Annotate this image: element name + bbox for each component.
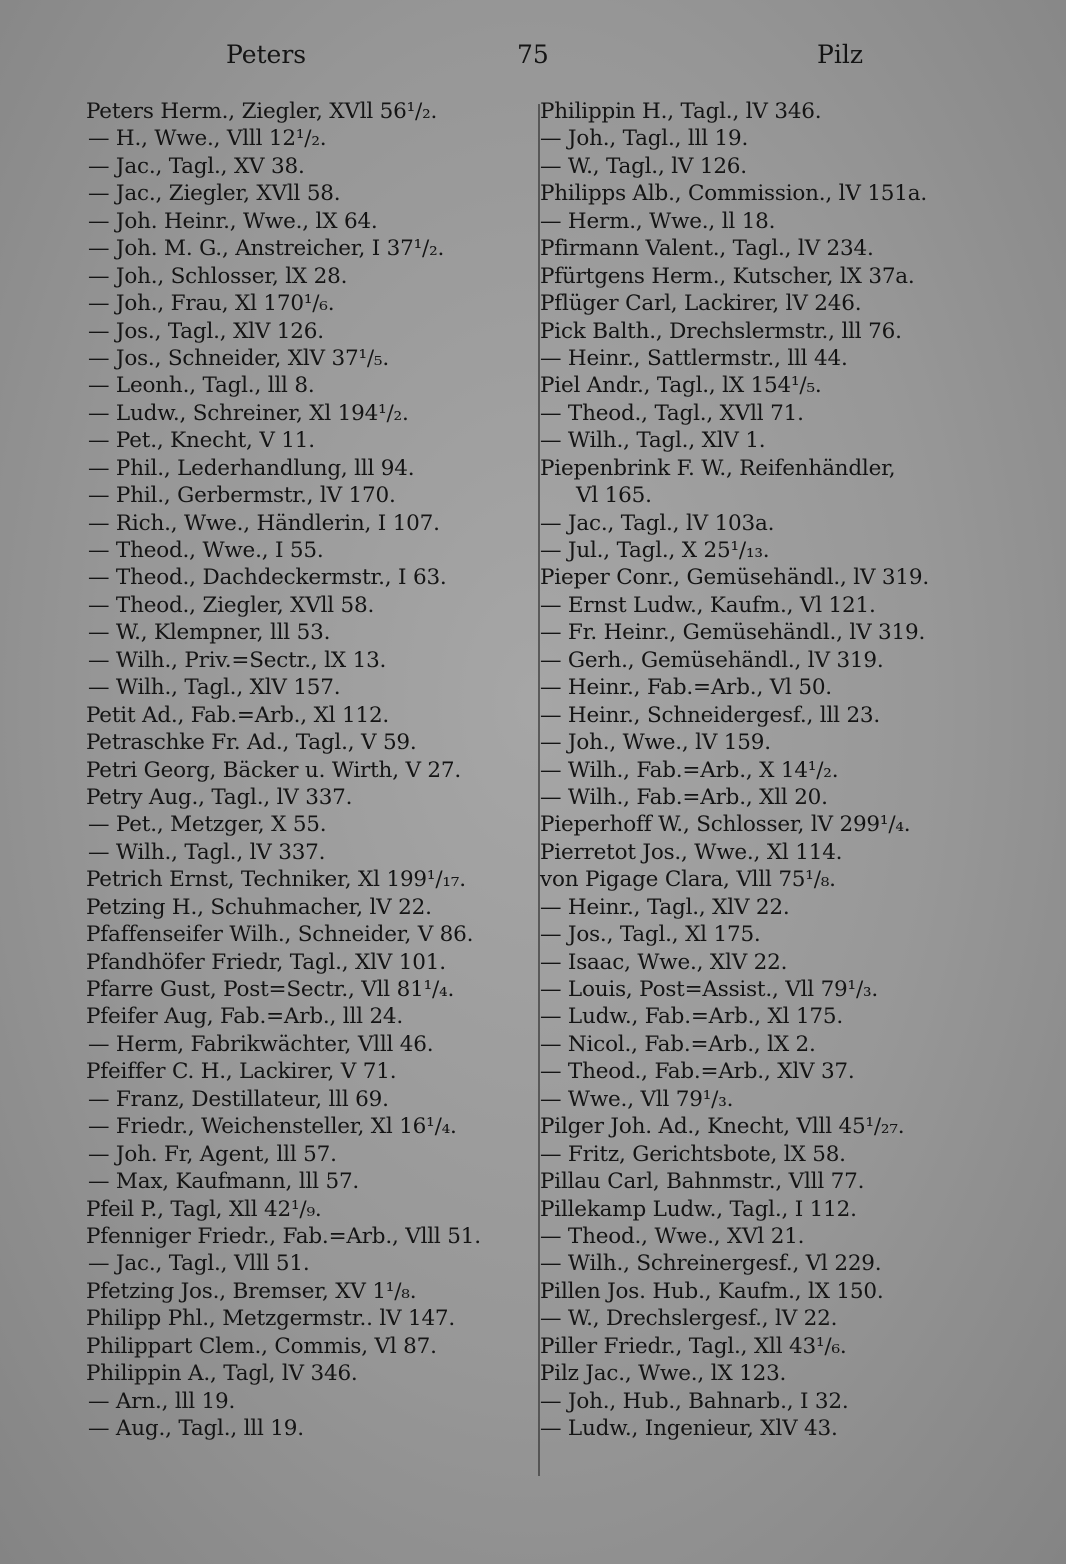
- directory-entry: — Ludw., Fab.=Arb., Xl 175.: [540, 1004, 844, 1030]
- directory-entry: — Jos., Tagl., Xl 175.: [540, 922, 761, 948]
- directory-entry: Philippin H., Tagl., lV 346.: [540, 99, 822, 124]
- directory-entry: — Wwe., Vll 79¹/₃.: [540, 1086, 734, 1112]
- directory-entry: — W., Drechslergesf., lV 22.: [540, 1306, 838, 1332]
- directory-entry: Piepenbrink F. W., Reifenhändler,: [540, 455, 896, 481]
- directory-entry: — Wilh., Tagl., XlV 1.: [540, 428, 766, 454]
- directory-entry: Philippart Clem., Commis, Vl 87.: [86, 1333, 437, 1359]
- directory-entry: — Joh. Heinr., Wwe., lX 64.: [88, 208, 378, 234]
- directory-entry: — Gerh., Gemüsehändl., lV 319.: [540, 647, 884, 673]
- directory-entry: Philipp Phl., Metzgermstr.. lV 147.: [86, 1306, 456, 1332]
- directory-entry: — Jac., Ziegler, XVll 58.: [88, 181, 341, 207]
- directory-entry: — Heinr., Fab.=Arb., Vl 50.: [540, 675, 832, 701]
- directory-entry: — Theod., Wwe., I 55.: [88, 538, 324, 563]
- directory-entry: — Wilh., Schreinergesf., Vl 229.: [540, 1251, 882, 1277]
- directory-entry: — Isaac, Wwe., XlV 22.: [540, 949, 788, 975]
- directory-entry: — Rich., Wwe., Händlerin, I 107.: [88, 510, 440, 536]
- directory-entry: — Fritz, Gerichtsbote, lX 58.: [540, 1141, 846, 1167]
- right-column: [540, 98, 1010, 1442]
- directory-entry: Petraschke Fr. Ad., Tagl., V 59.: [86, 730, 417, 756]
- directory-entry: Pfeiffer C. H., Lackirer, V 71.: [86, 1059, 397, 1085]
- directory-entry: Pillau Carl, Bahnmstr., Vlll 77.: [540, 1169, 865, 1195]
- directory-entry: Piller Friedr., Tagl., Xll 43¹/₆.: [540, 1333, 847, 1359]
- directory-entry: Petry Aug., Tagl., lV 337.: [86, 784, 353, 810]
- directory-entry: — Arn., lll 19.: [88, 1388, 236, 1414]
- directory-entry: — Wilh., Tagl., lV 337.: [88, 839, 326, 865]
- directory-entry: Petri Georg, Bäcker u. Wirth, V 27.: [86, 757, 462, 783]
- directory-entry: Pfenniger Friedr., Fab.=Arb., Vlll 51.: [86, 1223, 481, 1249]
- directory-entry: Pieperhoff W., Schlosser, lV 299¹/₄.: [540, 812, 911, 838]
- directory-entry: — Herm, Fabrikwächter, Vlll 46.: [88, 1031, 434, 1057]
- directory-entry: — Max, Kaufmann, lll 57.: [88, 1169, 360, 1195]
- directory-entry: Peters Herm., Ziegler, XVll 56¹/₂.: [86, 99, 438, 124]
- directory-entry: Pfandhöfer Friedr, Tagl., XlV 101.: [86, 949, 446, 975]
- directory-entry: Pillekamp Ludw., Tagl., I 112.: [540, 1196, 857, 1222]
- directory-entry: Pfarre Gust, Post=Sectr., Vll 81¹/₄.: [86, 977, 455, 1002]
- directory-entry: — Heinr., Sattlermstr., lll 44.: [540, 345, 848, 371]
- directory-entry: — Franz, Destillateur, lll 69.: [88, 1086, 389, 1112]
- directory-entry: Pflüger Carl, Lackirer, lV 246.: [540, 291, 862, 317]
- directory-entry: — Joh., Wwe., lV 159.: [540, 730, 771, 756]
- page-number: 75: [517, 40, 549, 69]
- directory-entry: — Heinr., Tagl., XlV 22.: [540, 894, 790, 920]
- running-header: [0, 30, 1066, 80]
- directory-entry: — W., Tagl., lV 126.: [540, 153, 747, 179]
- directory-entry: — Ernst Ludw., Kaufm., Vl 121.: [540, 592, 876, 618]
- directory-entry: — Joh., Tagl., lll 19.: [540, 126, 749, 152]
- directory-entry: Pfirmann Valent., Tagl., lV 234.: [540, 236, 874, 262]
- directory-entry: — Wilh., Fab.=Arb., X 14¹/₂.: [540, 757, 839, 783]
- directory-entry: Petit Ad., Fab.=Arb., Xl 112.: [86, 702, 390, 728]
- directory-entry: — Jos., Tagl., XlV 126.: [88, 318, 324, 344]
- directory-entry: — Wilh., Fab.=Arb., Xll 20.: [540, 784, 828, 810]
- directory-entry: — Phil., Lederhandlung, lll 94.: [88, 455, 415, 481]
- directory-entry: — Louis, Post=Assist., Vll 79¹/₃.: [540, 977, 879, 1002]
- directory-entry: — W., Klempner, lll 53.: [88, 620, 331, 646]
- directory-entry: Pieper Conr., Gemüsehändl., lV 319.: [540, 565, 929, 591]
- directory-entry: Pilz Jac., Wwe., lX 123.: [540, 1361, 787, 1387]
- directory-entry: von Pigage Clara, Vlll 75¹/₈.: [540, 867, 836, 893]
- directory-entry: — Joh., Schlosser, lX 28.: [88, 263, 348, 289]
- directory-entry: — Pet., Metzger, X 55.: [88, 812, 327, 838]
- directory-entry: Pick Balth., Drechslermstr., lll 76.: [540, 318, 902, 344]
- directory-entry: — Jos., Schneider, XlV 37¹/₅.: [88, 345, 389, 371]
- directory-entry: — Heinr., Schneidergesf., lll 23.: [540, 702, 881, 728]
- directory-entry: — Theod., Ziegler, XVll 58.: [88, 592, 375, 618]
- directory-entry: — Jac., Tagl., Vlll 51.: [88, 1251, 310, 1277]
- directory-entry: — Fr. Heinr., Gemüsehändl., lV 319.: [540, 620, 926, 646]
- directory-entry: — Joh., Hub., Bahnarb., I 32.: [540, 1388, 849, 1414]
- directory-entry: — Pet., Knecht, V 11.: [88, 428, 315, 454]
- directory-entry: — Wilh., Tagl., XlV 157.: [88, 675, 341, 701]
- header-last-name: Pilz: [817, 40, 863, 69]
- directory-entry: — Jac., Tagl., XV 38.: [88, 153, 305, 179]
- directory-entry: Pfürtgens Herm., Kutscher, lX 37a.: [540, 263, 915, 289]
- directory-entry: Pierretot Jos., Wwe., Xl 114.: [540, 839, 843, 865]
- directory-entry: — Phil., Gerbermstr., lV 170.: [88, 483, 396, 509]
- header-first-name: Peters: [226, 40, 307, 69]
- directory-entry: — Theod., Fab.=Arb., XlV 37.: [540, 1059, 855, 1085]
- directory-entry: Pfeil P., Tagl, Xll 42¹/₉.: [86, 1196, 322, 1222]
- directory-entry: — Leonh., Tagl., lll 8.: [88, 373, 315, 399]
- directory-entry: Petrich Ernst, Techniker, Xl 199¹/₁₇.: [86, 867, 466, 893]
- directory-entry: — Theod., Dachdeckermstr., I 63.: [88, 565, 447, 591]
- directory-entry: — Herm., Wwe., ll 18.: [540, 208, 776, 234]
- directory-entry: — Jul., Tagl., X 25¹/₁₃.: [540, 538, 770, 563]
- directory-entry: Piel Andr., Tagl., lX 154¹/₅.: [540, 373, 822, 399]
- directory-entry: — Aug., Tagl., lll 19.: [88, 1416, 304, 1441]
- directory-entry: — Friedr., Weichensteller, Xl 16¹/₄.: [88, 1114, 457, 1140]
- directory-entry: — Nicol., Fab.=Arb., lX 2.: [540, 1031, 816, 1057]
- directory-entry: Pfetzing Jos., Bremser, XV 1¹/₈.: [86, 1278, 417, 1304]
- directory-entry: Pfaffenseifer Wilh., Schneider, V 86.: [86, 922, 474, 948]
- directory-entry: — Theod., Wwe., XVl 21.: [540, 1223, 805, 1249]
- directory-entry: — Ludw., Schreiner, Xl 194¹/₂.: [88, 400, 409, 426]
- left-column: [86, 98, 538, 1442]
- directory-entry: Petzing H., Schuhmacher, lV 22.: [86, 894, 432, 920]
- directory-entry: — Theod., Tagl., XVll 71.: [540, 400, 804, 426]
- directory-entry: Pillen Jos. Hub., Kaufm., lX 150.: [540, 1278, 884, 1304]
- directory-entry: — Joh. M. G., Anstreicher, I 37¹/₂.: [88, 236, 445, 262]
- directory-entry: Philippin A., Tagl, lV 346.: [86, 1361, 358, 1387]
- directory-entry: Vl 165.: [576, 483, 652, 509]
- directory-entry: — Jac., Tagl., lV 103a.: [540, 510, 775, 536]
- directory-entry: — Ludw., Ingenieur, XlV 43.: [540, 1416, 838, 1441]
- directory-entry: — H., Wwe., Vlll 12¹/₂.: [88, 126, 327, 152]
- directory-entry: — Joh. Fr, Agent, lll 57.: [88, 1141, 337, 1167]
- directory-entry: Philipps Alb., Commission., lV 151a.: [540, 181, 928, 207]
- directory-entry: — Wilh., Priv.=Sectr., lX 13.: [88, 647, 387, 673]
- directory-entry: — Joh., Frau, Xl 170¹/₆.: [88, 291, 335, 317]
- directory-entry: Pilger Joh. Ad., Knecht, Vlll 45¹/₂₇.: [540, 1114, 905, 1140]
- directory-entry: Pfeifer Aug, Fab.=Arb., lll 24.: [86, 1004, 404, 1030]
